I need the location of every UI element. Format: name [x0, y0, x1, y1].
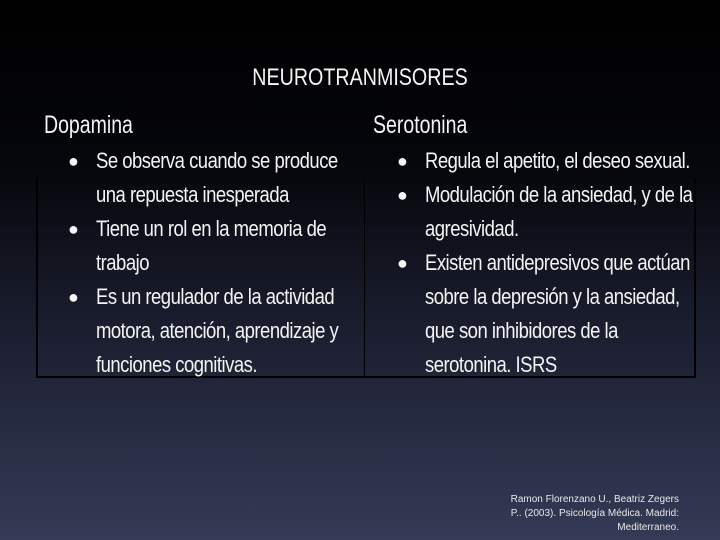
column-divider: [364, 178, 365, 376]
citation-text: Ramon Florenzano U., Beatriz Zegers P.. (2003). Psicología Médica. Madrid: Mediterraneo.: [510, 494, 679, 533]
bullet-icon: ●: [68, 287, 79, 307]
serotonina-column: [373, 110, 693, 382]
list-item-text: Modulación de la ansiedad, y de la agresividad.: [425, 182, 693, 241]
slide-title: NEUROTRANMISORES: [252, 64, 468, 91]
list-item: [44, 144, 362, 212]
list-item: [373, 246, 693, 382]
list-item-text: Es un regulador de la actividad motora, atención, aprendizaje y funciones cognitivas.: [96, 284, 339, 377]
list-item-text: Existen antidepresivos que actúan sobre la depresión y la ansiedad, que son inhibidores de la serotonina. ISRS: [425, 250, 690, 377]
serotonina-list: [373, 144, 693, 382]
list-item-text: Tiene un rol en la memoria de trabajo: [96, 216, 327, 275]
list-item: [44, 280, 362, 382]
dopamina-column: [44, 110, 362, 382]
bullet-icon: ●: [397, 151, 408, 171]
list-item: [373, 144, 693, 178]
list-item: [373, 178, 693, 246]
list-item: [44, 212, 362, 280]
serotonina-header: Serotonina: [373, 111, 468, 139]
list-item-text: Regula el apetito, el deseo sexual.: [425, 148, 690, 173]
bullet-icon: ●: [397, 253, 408, 273]
bullet-icon: ●: [68, 151, 79, 171]
dopamina-list: [44, 144, 362, 382]
list-item-text: Se observa cuando se produce una repuesta inesperada: [96, 148, 338, 207]
bullet-icon: ●: [68, 219, 79, 239]
comparison-table: [36, 104, 694, 378]
bullet-icon: ●: [397, 185, 408, 205]
dopamina-header: Dopamina: [44, 111, 133, 139]
